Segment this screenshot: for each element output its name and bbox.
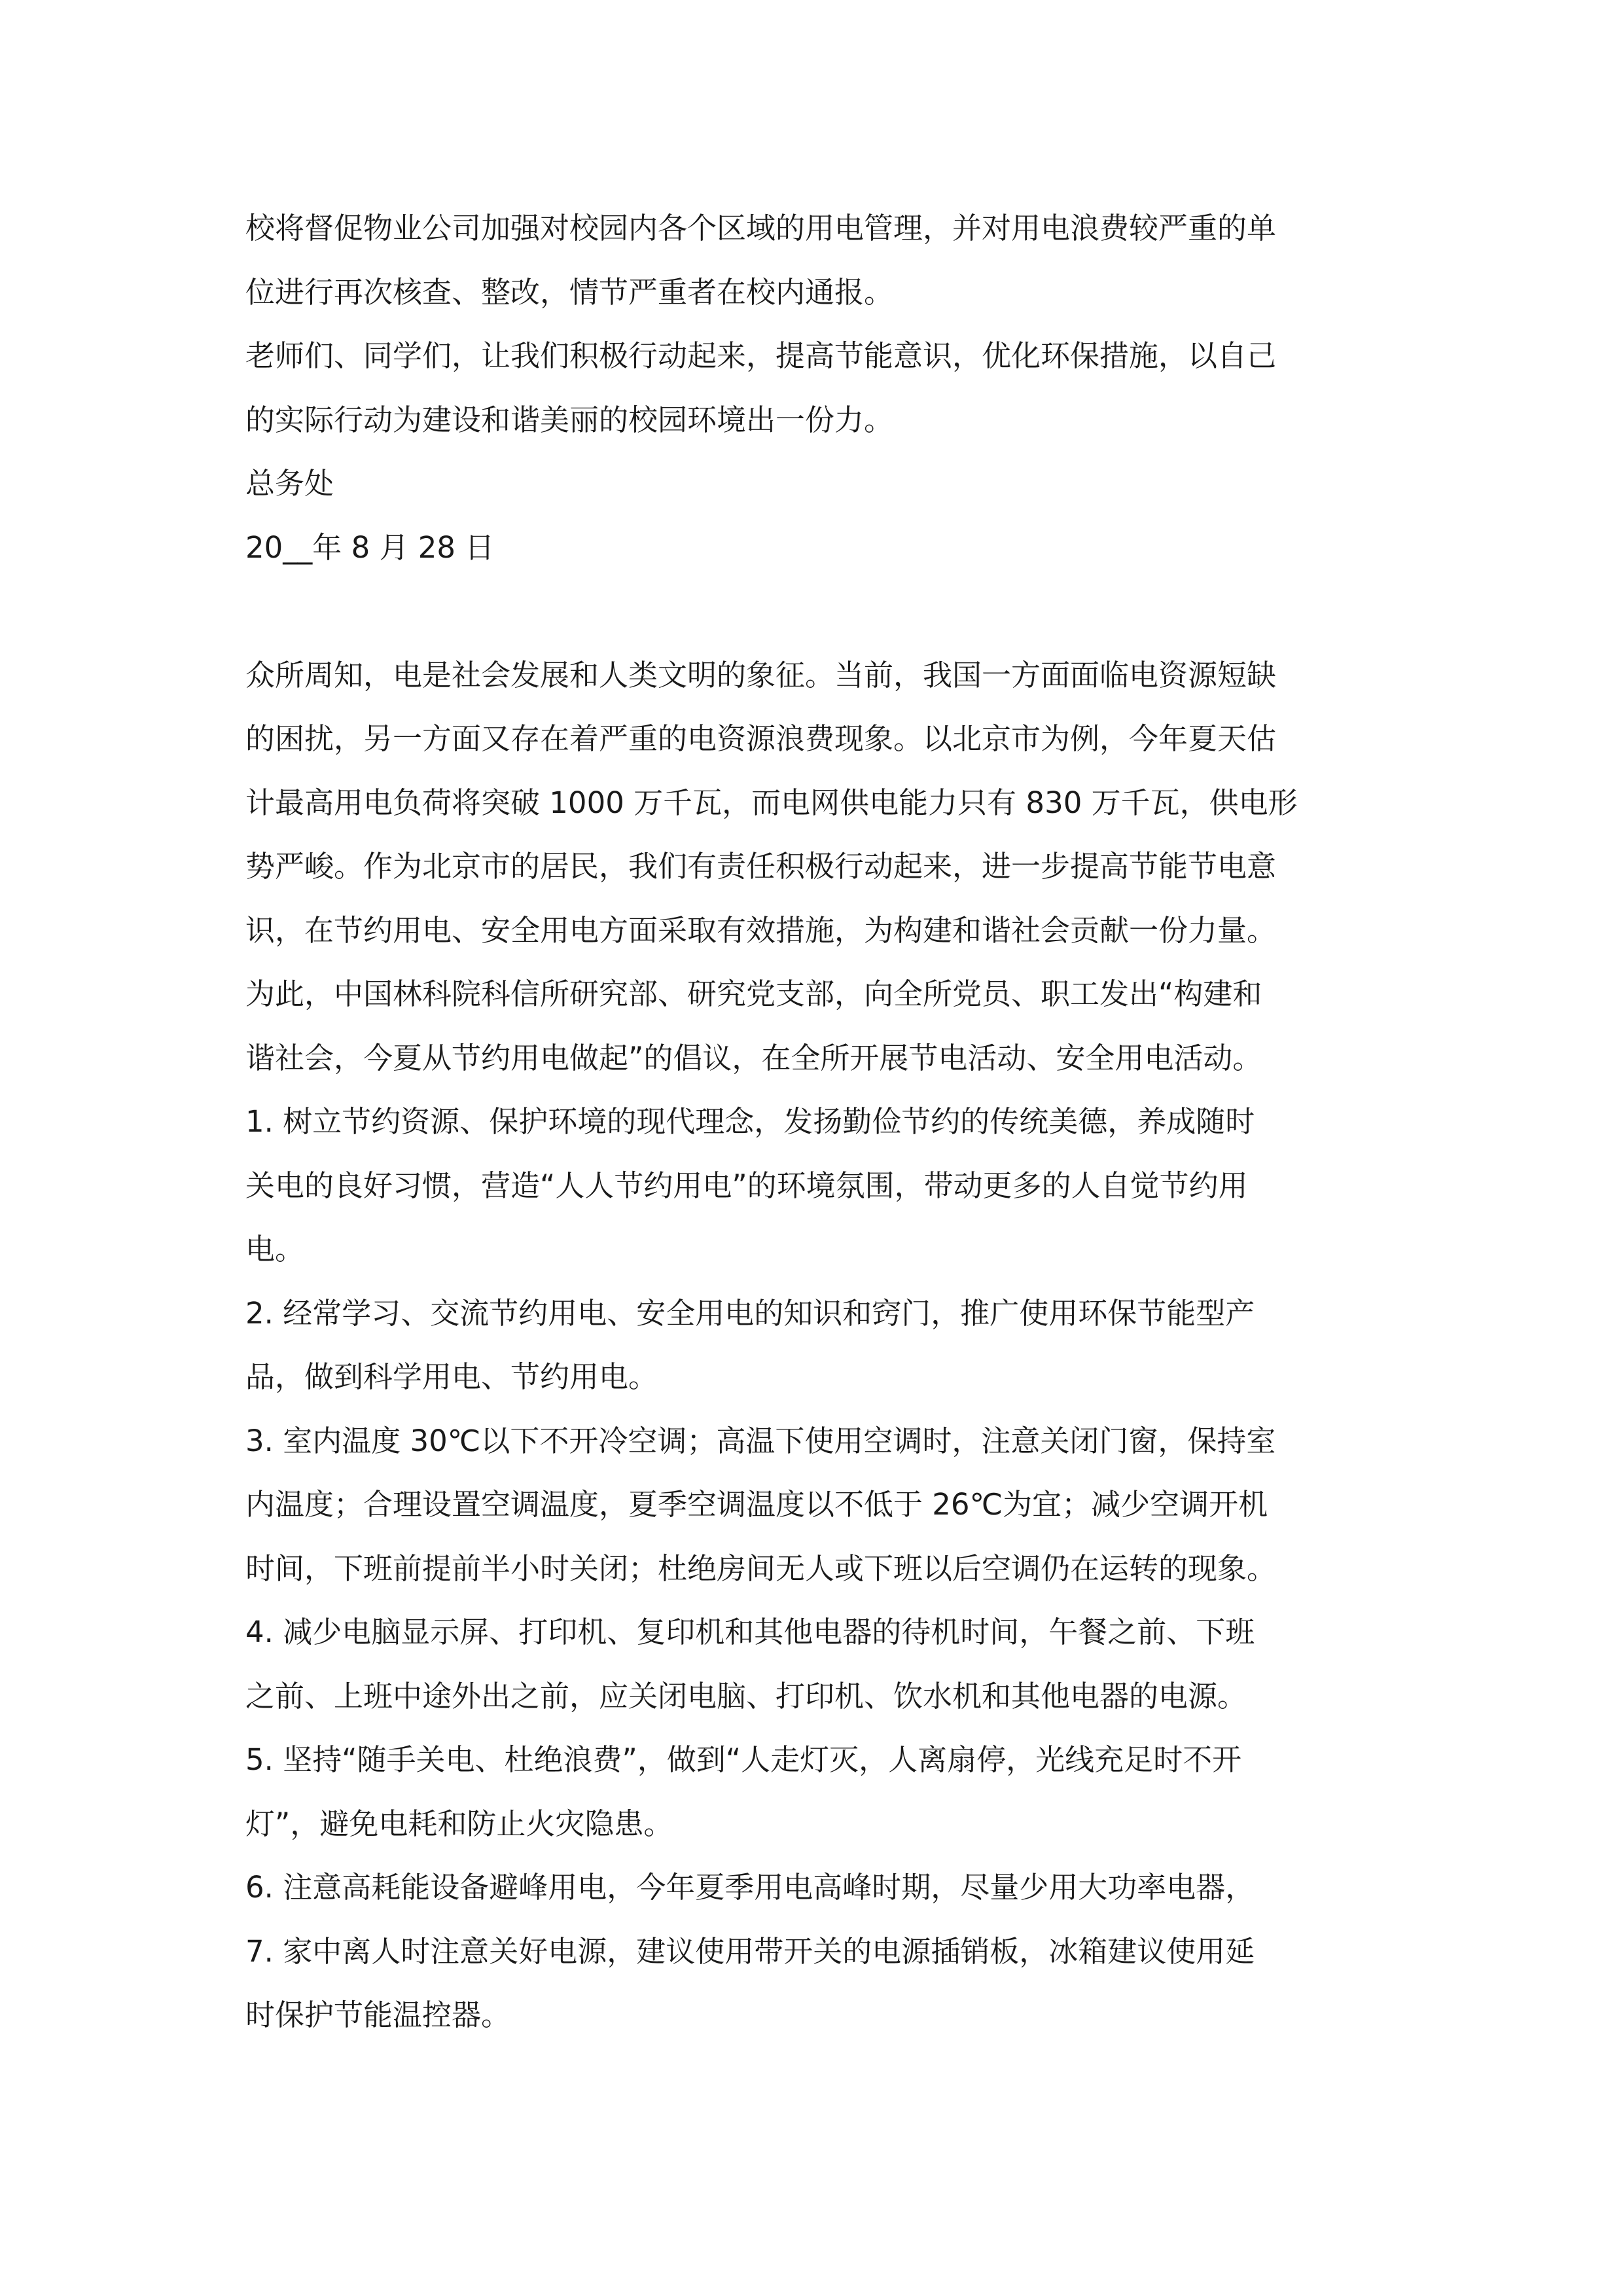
list-item-4: 4. 减少电脑显示屏、打印机、复印机和其他电器的待机时间，午餐之前、下班: [245, 1615, 1255, 1649]
list-item-5: 5. 坚持“随手关电、杜绝浪费”，做到“人走灯灭，人离扇停，光线充足时不开: [245, 1742, 1242, 1777]
paragraph-line: 灯”，避免电耗和防止火灾隐患。: [245, 1806, 673, 1841]
signature: 总务处: [245, 466, 334, 501]
paragraph-line: 内温度；合理设置空调温度，夏季空调温度以不低于 26℃为宜；减少空调开机: [245, 1487, 1268, 1522]
paragraph-line: 计最高用电负荷将突破 1000 万千瓦，而电网供电能力只有 830 万千瓦，供电形: [245, 785, 1298, 820]
section-spacer: [245, 579, 1387, 643]
list-item-2: 2. 经常学习、交流节约用电、安全用电的知识和窍门，推广使用环保节能型产: [245, 1295, 1255, 1331]
proposal-section: [245, 643, 1387, 2047]
date: 20__年 8 月 28 日: [245, 529, 495, 565]
paragraph-line: 校将督促物业公司加强对校园内各个区域的用电管理，并对用电浪费较严重的单: [245, 211, 1277, 245]
list-item-1: 1. 树立节约资源、保护环境的现代理念，发扬勤俭节约的传统美德，养成随时: [245, 1104, 1255, 1139]
paragraph-line: 众所周知，电是社会发展和人类文明的象征。当前，我国一方面面临电资源短缺: [245, 657, 1277, 692]
paragraph-line: 识，在节约用电、安全用电方面采取有效措施，为构建和谐社会贡献一份力量。: [245, 912, 1277, 948]
paragraph-line: 品，做到科学用电、节约用电。: [245, 1359, 658, 1394]
paragraph-line: 时保护节能温控器。: [245, 1998, 511, 2032]
list-item-7: 7. 家中离人时注意关好电源，建议使用带开关的电源插销板，冰箱建议使用延: [245, 1933, 1255, 1969]
paragraph-line: 关电的良好习惯，营造“人人节约用电”的环境氛围，带动更多的人自觉节约用: [245, 1168, 1248, 1203]
list-item-3: 3. 室内温度 30℃以下不开冷空调；高温下使用空调时，注意关闭门窗，保持室: [245, 1423, 1276, 1458]
paragraph-line: 为此，中国林科院科信所研究部、研究党支部，向全所党员、职工发出“构建和: [245, 977, 1262, 1011]
paragraph-line: 时间，下班前提前半小时关闭；杜绝房间无人或下班以后空调仍在运转的现象。: [245, 1551, 1277, 1586]
paragraph-line: 之前、上班中途外出之前，应关闭电脑、打印机、饮水机和其他电器的电源。: [245, 1678, 1247, 1713]
list-item-6: 6. 注意高耗能设备避峰用电，今年夏季用电高峰时期，尽量少用大功率电器，: [245, 1870, 1255, 1905]
paragraph-line: 的实际行动为建设和谐美丽的校园环境出一份力。: [245, 402, 894, 437]
paragraph-line: 的困扰，另一方面又存在着严重的电资源浪费现象。以北京市为例，今年夏天估: [245, 721, 1277, 756]
notice-section: [245, 196, 1387, 579]
paragraph-line: 老师们、同学们，让我们积极行动起来，提高节能意识，优化环保措施，以自己: [245, 338, 1277, 373]
paragraph-line: 电。: [245, 1232, 305, 1266]
paragraph-line: 势严峻。作为北京市的居民，我们有责任积极行动起来，进一步提高节能节电意: [245, 849, 1277, 884]
paragraph-line: 位进行再次核查、整改，情节严重者在校内通报。: [245, 274, 894, 310]
document-body: [245, 196, 1387, 2047]
paragraph-line: 谐社会，今夏从节约用电做起”的倡议，在全所开展节电活动、安全用电活动。: [245, 1040, 1262, 1075]
